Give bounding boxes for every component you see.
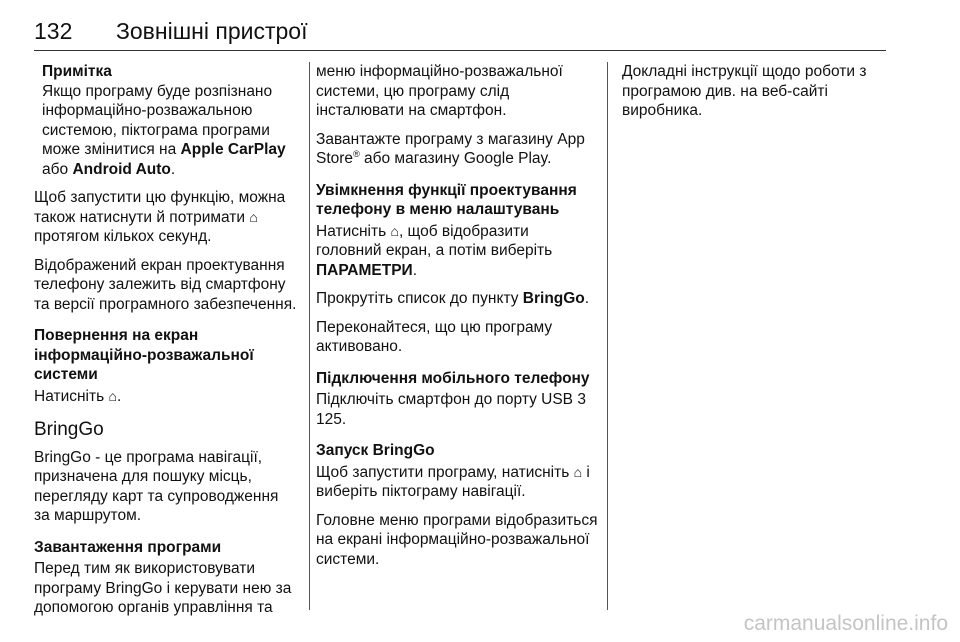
paragraph-text: . <box>412 261 418 279</box>
note-text-or: або <box>42 160 73 178</box>
paragraph <box>316 463 598 502</box>
subheading-enable: Увімкнення функції проектування телефону в меню налаштувань <box>316 181 577 218</box>
column-1 <box>34 62 298 627</box>
subheading-connect: Підключення мобільного телефону <box>316 369 590 387</box>
paragraph: Головне меню програми відобразиться на екрані інформаційно-розважальної системи. <box>316 511 598 568</box>
note-text-end: . <box>170 160 176 178</box>
paragraph-text: Підключіть смартфон до порту USB <box>316 391 578 408</box>
header-divider <box>34 50 886 51</box>
paragraph-text: Натисніть <box>316 222 391 240</box>
paragraph-text: Щоб запустити цю функцію, можна також натиснути й потримати <box>34 189 286 226</box>
page-number: 132 <box>34 18 73 44</box>
section-title: BringGo <box>34 419 104 440</box>
paragraph-text: . <box>584 290 590 307</box>
paragraph-text: . <box>116 387 122 405</box>
column-divider-2 <box>607 62 608 610</box>
paragraph <box>316 289 598 309</box>
paragraph <box>316 130 598 169</box>
paragraph-text: Завантажте програму з магазину App Store <box>316 130 585 167</box>
page-reference[interactable]: 3 125 <box>316 391 586 428</box>
paragraph: BringGo - це програма навігації, призначена для пошуку місць, перегляду карт та супроводження за маршрутом. <box>34 448 279 524</box>
paragraph-text: Щоб запустити програму, натисніть <box>316 463 574 481</box>
registered-mark: ® <box>353 148 360 159</box>
paragraph-text: . <box>341 410 347 428</box>
column-2 <box>316 62 598 578</box>
paragraph <box>34 188 298 247</box>
note-box <box>34 62 298 179</box>
subheading-launch: Запуск BringGo <box>316 442 435 459</box>
paragraph-text: Прокрутіть список до пункту <box>316 290 523 307</box>
paragraph <box>316 222 598 281</box>
paragraph-text: Натисніть <box>34 387 109 405</box>
subheading-return: Повернення на екран інформаційно-розважальної системи <box>34 327 254 383</box>
home-icon: ⌂ <box>108 387 117 404</box>
note-text: Якщо програму буде розпізнано інформаційно-розважальною системою, піктограма програми може змінитися на <box>42 82 273 158</box>
paragraph: Докладні інструкції щодо роботи з програмою див. на веб-сайті виробника. <box>622 63 867 119</box>
paragraph-text: і виберіть піктограму навігації. <box>316 463 590 500</box>
home-icon: ⌂ <box>249 208 258 225</box>
paragraph: Переконайтеся, що цю програму активовано. <box>316 318 553 355</box>
column-divider-1 <box>309 62 310 610</box>
page-header <box>34 14 886 50</box>
home-icon: ⌂ <box>390 222 399 239</box>
bringgo-label: BringGo <box>522 290 585 307</box>
paragraph-text: , щоб відобразити головний екран, а потім виберіть <box>316 222 553 259</box>
settings-label: ПАРАМЕТРИ <box>316 261 413 279</box>
android-auto-label: Android Auto <box>72 160 171 178</box>
paragraph-text: протягом кількох секунд. <box>34 228 212 245</box>
paragraph-text: або магазину Google Play. <box>359 150 552 167</box>
column-3 <box>622 62 886 130</box>
paragraph: Перед тим як використовувати програму BringGo і керувати нею за допомогою органів управління та <box>34 560 292 616</box>
subheading-download: Завантаження програми <box>34 538 222 556</box>
paragraph: меню інформаційно-розважальної системи, цю програму слід інсталювати на смартфон. <box>316 63 563 119</box>
paragraph <box>316 390 598 429</box>
watermark: carmanualsonline.info <box>743 612 948 635</box>
paragraph: Відображений екран проектування телефону залежить від смартфону та версії програмного забезпечення. <box>34 256 297 313</box>
chapter-title: Зовнішні пристрої <box>116 18 308 44</box>
paragraph <box>34 387 298 407</box>
apple-carplay-label: Apple CarPlay <box>180 141 286 158</box>
note-title: Примітка <box>42 63 112 80</box>
home-icon: ⌂ <box>573 463 583 480</box>
